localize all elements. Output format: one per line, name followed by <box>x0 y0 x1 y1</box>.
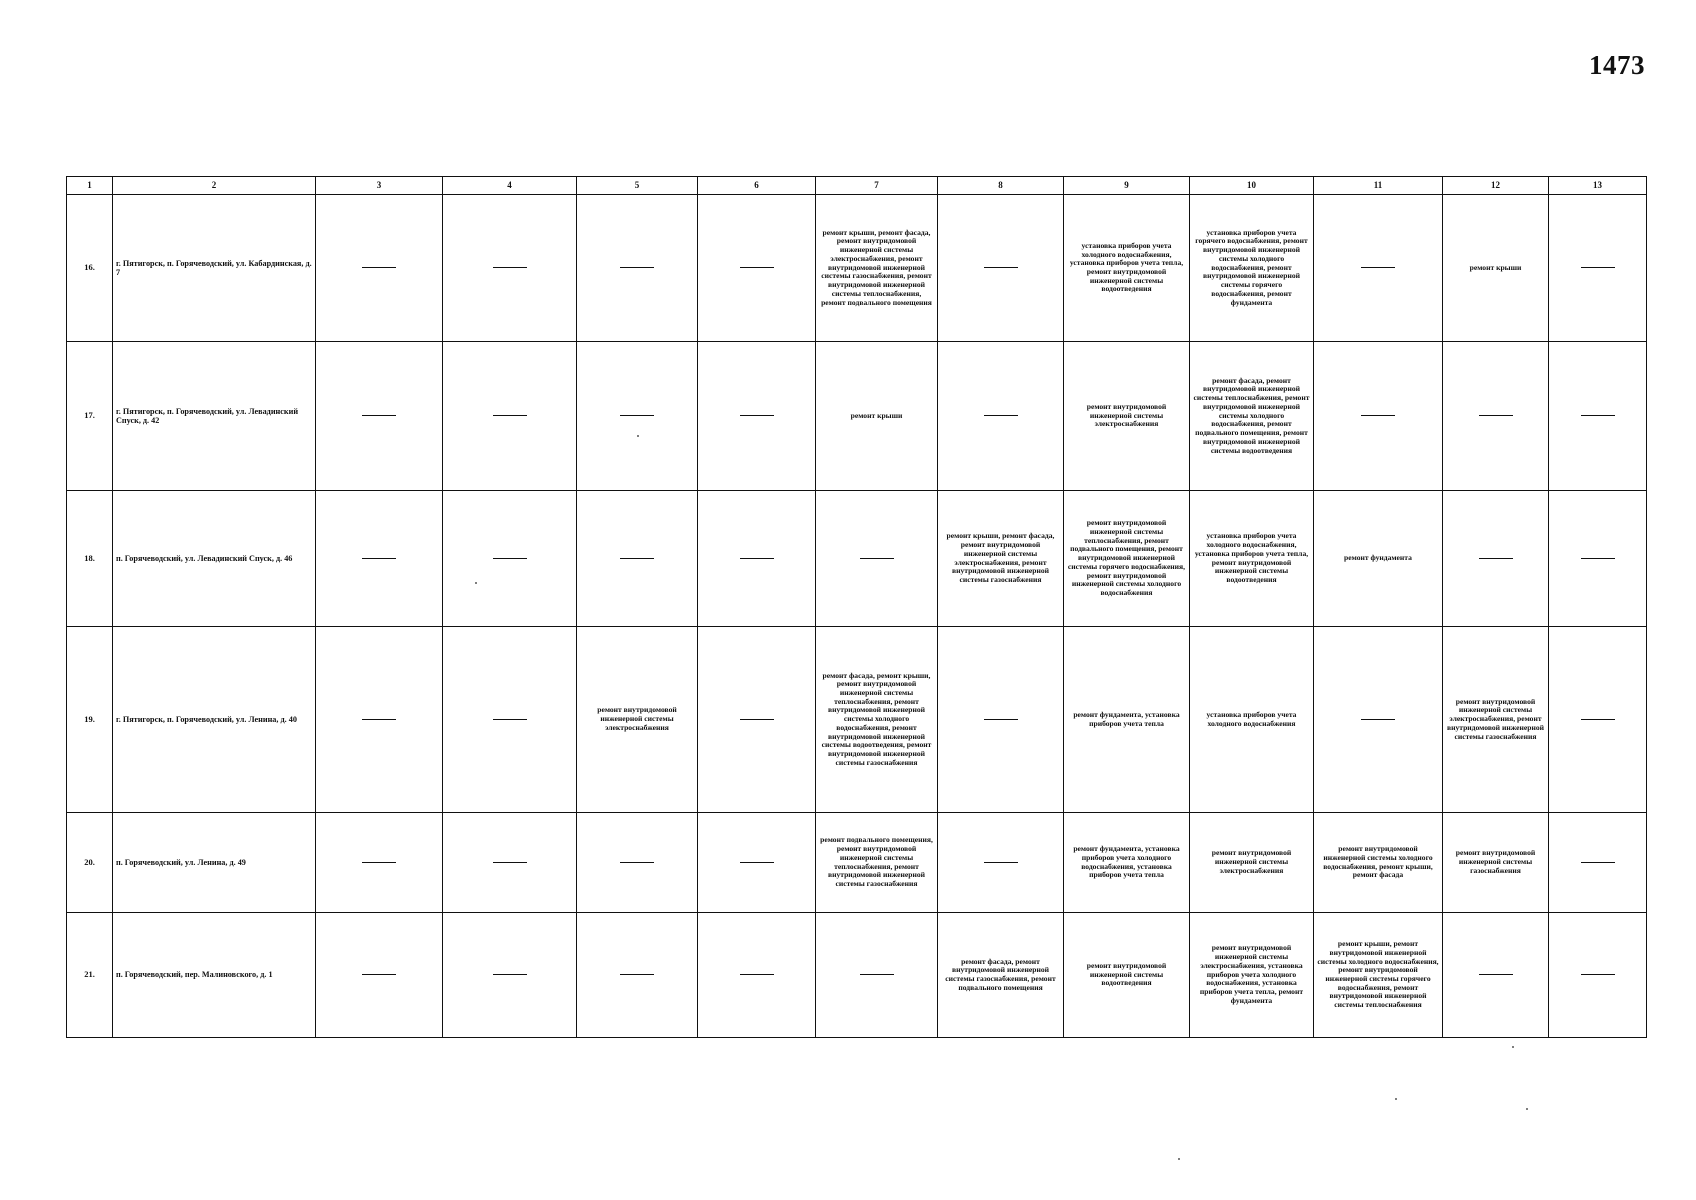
empty-dash <box>1361 719 1395 720</box>
address-cell <box>113 195 316 342</box>
column-header: 7 <box>816 177 938 195</box>
work-cell-c9 <box>1064 813 1190 913</box>
work-cell-c8 <box>938 627 1064 813</box>
empty-dash <box>740 267 774 268</box>
work-cell-c4 <box>443 491 577 627</box>
empty-dash <box>1479 415 1513 416</box>
work-cell-c10 <box>1190 913 1314 1038</box>
work-cell-c12 <box>1443 813 1549 913</box>
column-header: 11 <box>1314 177 1443 195</box>
work-cell-c13 <box>1549 913 1647 1038</box>
work-cell-c7 <box>816 627 938 813</box>
column-header: 6 <box>698 177 816 195</box>
column-header: 4 <box>443 177 577 195</box>
work-cell-c7 <box>816 195 938 342</box>
work-cell-c12 <box>1443 195 1549 342</box>
empty-dash <box>984 415 1018 416</box>
work-cell-c3 <box>316 627 443 813</box>
work-text: ремонт внутридомовой инженерной системы водоотведения <box>1086 960 1167 988</box>
empty-dash <box>740 974 774 975</box>
work-cell-c13 <box>1549 342 1647 491</box>
row-number-cell <box>67 491 113 627</box>
row-number-cell <box>67 342 113 491</box>
row-number: 17. <box>84 410 95 421</box>
work-cell-c12 <box>1443 342 1549 491</box>
work-cell-c11 <box>1314 913 1443 1038</box>
column-header: 2 <box>113 177 316 195</box>
column-header: 5 <box>577 177 698 195</box>
work-cell-c3 <box>316 195 443 342</box>
empty-dash <box>1581 415 1615 416</box>
row-number: 16. <box>84 262 95 273</box>
empty-dash <box>493 719 527 720</box>
empty-dash <box>1361 267 1395 268</box>
work-cell-c9 <box>1064 342 1190 491</box>
empty-dash <box>620 974 654 975</box>
empty-dash <box>1581 862 1615 863</box>
column-header: 8 <box>938 177 1064 195</box>
work-text: ремонт подвального помещения, ремонт внутридомовой инженерной системы теплоснабжения, ремонт внутридомовой инженерной системы газоснабжения <box>820 835 933 888</box>
row-number-cell <box>67 813 113 913</box>
work-cell-c5 <box>577 813 698 913</box>
work-cell-c13 <box>1549 627 1647 813</box>
row-number: 18. <box>84 552 95 563</box>
work-text: ремонт фасада, ремонт внутридомовой инженерной системы теплоснабжения, ремонт внутридомовой инженерной системы холодного водоснабжения, ремонт подвального помещения, ремонт внутридомовой инженерной системы водоотведения <box>1193 375 1310 455</box>
empty-dash <box>620 862 654 863</box>
work-cell-c6 <box>698 342 816 491</box>
work-text: ремонт фундамента <box>1344 553 1412 563</box>
work-cell-c4 <box>443 342 577 491</box>
work-cell-c9 <box>1064 627 1190 813</box>
empty-dash <box>740 719 774 720</box>
work-text: ремонт фундамента, установка приборов учета холодного водоснабжения, установка приборов учета тепла <box>1073 844 1180 880</box>
work-text: ремонт внутридомовой инженерной системы теплоснабжения, ремонт подвального помещения, ремонт внутридомовой инженерной системы горячего водоснабжения, ремонт внутридомовой инженерной системы холодного водоснабжения <box>1067 518 1186 598</box>
work-cell-c11 <box>1314 342 1443 491</box>
work-cell-c12 <box>1443 491 1549 627</box>
table-row <box>67 627 1647 813</box>
work-text: ремонт внутридомовой инженерной системы электроснабжения, установка приборов учета холодного водоснабжения, установка приборов учета тепла, ремонт фундамента <box>1199 943 1304 1005</box>
work-text: ремонт внутридомовой инженерной системы электроснабжения <box>1211 848 1292 875</box>
empty-dash <box>620 415 654 416</box>
empty-dash <box>493 267 527 268</box>
work-cell-c3 <box>316 913 443 1038</box>
address-text: г. Пятигорск, п. Горячеводский, ул. Кабардинская, д. 7 <box>116 258 312 277</box>
empty-dash <box>493 415 527 416</box>
empty-dash <box>362 415 396 416</box>
empty-dash <box>362 862 396 863</box>
row-number: 19. <box>84 713 95 724</box>
address-text: г. Пятигорск, п. Горячеводский, ул. Левадинский Спуск, д. 42 <box>116 406 299 425</box>
work-text: ремонт фасада, ремонт крыши, ремонт внутридомовой инженерной системы теплоснабжения, ремонт внутридомовой инженерной системы холодного водоснабжения, ремонт внутридомовой инженерной системы водоотведения, ремонт внутридомовой инженерной системы газоснабжения <box>821 670 932 767</box>
work-text: ремонт внутридомовой инженерной системы электроснабжения <box>597 705 677 732</box>
address-text: г. Пятигорск, п. Горячеводский, ул. Ленина, д. 40 <box>116 714 297 724</box>
row-number: 20. <box>84 856 95 867</box>
column-number-row <box>67 177 1647 195</box>
work-cell-c11 <box>1314 627 1443 813</box>
page-number: 1473 <box>1589 50 1645 80</box>
address-cell <box>113 491 316 627</box>
empty-dash <box>362 719 396 720</box>
empty-dash <box>362 558 396 559</box>
empty-dash <box>984 862 1018 863</box>
work-cell-c9 <box>1064 195 1190 342</box>
empty-dash <box>860 974 894 975</box>
work-text: ремонт крыши <box>1469 262 1522 272</box>
work-cell-c4 <box>443 913 577 1038</box>
address-cell <box>113 813 316 913</box>
work-text: установка приборов учета холодного водоснабжения, установка приборов учета тепла, ремонт внутридомовой инженерной системы водоотведения <box>1194 531 1309 584</box>
work-text: установка приборов учета холодного водоснабжения, установка приборов учета тепла, ремонт внутридомовой инженерной системы водоотведения <box>1069 240 1184 294</box>
column-header: 3 <box>316 177 443 195</box>
work-cell-c3 <box>316 491 443 627</box>
work-cell-c13 <box>1549 491 1647 627</box>
work-cell-c6 <box>698 813 816 913</box>
empty-dash <box>1581 267 1615 268</box>
empty-dash <box>620 267 654 268</box>
empty-dash <box>860 558 894 559</box>
work-cell-c8 <box>938 913 1064 1038</box>
work-cell-c5 <box>577 195 698 342</box>
work-text: ремонт внутридомовой инженерной системы электроснабжения, ремонт внутридомовой инженерной системы газоснабжения <box>1446 696 1545 741</box>
empty-dash <box>362 267 396 268</box>
work-cell-c6 <box>698 195 816 342</box>
row-number: 21. <box>84 969 95 980</box>
table-row <box>67 342 1647 491</box>
empty-dash <box>740 862 774 863</box>
work-cell-c9 <box>1064 913 1190 1038</box>
address-cell <box>113 913 316 1038</box>
column-header: 12 <box>1443 177 1549 195</box>
table-body <box>67 195 1647 1038</box>
work-text: ремонт крыши, ремонт внутридомовой инженерной системы холодного водоснабжения, ремонт внутридомовой инженерной системы горячего водоснабжения, ремонт внутридомовой инженерной системы теплоснабжения <box>1317 939 1439 1010</box>
empty-dash <box>984 267 1018 268</box>
work-cell-c12 <box>1443 913 1549 1038</box>
address-cell <box>113 627 316 813</box>
work-cell-c4 <box>443 195 577 342</box>
address-text: п. Горячеводский, ул. Ленина, д. 49 <box>116 857 246 867</box>
address-text: п. Горячеводский, ул. Левадинский Спуск, д. 46 <box>116 553 293 563</box>
empty-dash <box>984 719 1018 720</box>
work-cell-c10 <box>1190 491 1314 627</box>
work-cell-c3 <box>316 813 443 913</box>
work-cell-c6 <box>698 491 816 627</box>
work-cell-c13 <box>1549 195 1647 342</box>
work-cell-c11 <box>1314 813 1443 913</box>
empty-dash <box>1479 558 1513 559</box>
work-cell-c5 <box>577 913 698 1038</box>
empty-dash <box>740 415 774 416</box>
work-cell-c5 <box>577 491 698 627</box>
empty-dash <box>1581 974 1615 975</box>
table-row <box>67 195 1647 342</box>
work-cell-c8 <box>938 342 1064 491</box>
empty-dash <box>620 558 654 559</box>
row-number-cell <box>67 195 113 342</box>
work-text: установка приборов учета холодного водоснабжения <box>1206 709 1297 728</box>
work-text: ремонт крыши, ремонт фасада, ремонт внутридомовой инженерной системы электроснабжения, ремонт внутридомовой инженерной системы газоснабжения <box>946 531 1055 584</box>
work-text: ремонт фундамента, установка приборов учета тепла <box>1073 709 1180 728</box>
empty-dash <box>493 558 527 559</box>
work-cell-c11 <box>1314 195 1443 342</box>
work-cell-c7 <box>816 813 938 913</box>
address-text: п. Горячеводский, пер. Малиновского, д. 1 <box>116 970 273 980</box>
work-cell-c8 <box>938 813 1064 913</box>
work-cell-c10 <box>1190 342 1314 491</box>
row-number-cell <box>67 627 113 813</box>
table-row <box>67 913 1647 1038</box>
work-cell-c4 <box>443 813 577 913</box>
empty-dash <box>493 974 527 975</box>
repair-schedule-table <box>66 176 1647 1038</box>
work-cell-c10 <box>1190 813 1314 913</box>
work-cell-c8 <box>938 491 1064 627</box>
work-cell-c9 <box>1064 491 1190 627</box>
empty-dash <box>740 558 774 559</box>
empty-dash <box>1581 558 1615 559</box>
work-text: ремонт внутридомовой инженерной системы газоснабжения <box>1455 848 1536 875</box>
column-header: 10 <box>1190 177 1314 195</box>
empty-dash <box>1361 415 1395 416</box>
work-cell-c10 <box>1190 195 1314 342</box>
column-header: 13 <box>1549 177 1647 195</box>
work-cell-c6 <box>698 913 816 1038</box>
column-header: 9 <box>1064 177 1190 195</box>
row-number-cell <box>67 913 113 1038</box>
work-cell-c8 <box>938 195 1064 342</box>
work-cell-c7 <box>816 342 938 491</box>
work-text: ремонт внутридомовой инженерной системы электроснабжения <box>1086 401 1167 429</box>
table-row <box>67 813 1647 913</box>
empty-dash <box>493 862 527 863</box>
work-cell-c13 <box>1549 813 1647 913</box>
work-cell-c11 <box>1314 491 1443 627</box>
work-text: ремонт крыши, ремонт фасада, ремонт внутридомовой инженерной системы электроснабжения, ремонт внутридомовой инженерной системы газоснабжения, ремонт внутридомовой инженерной системы теплоснабжения, ремонт подвального помещения <box>821 227 932 307</box>
work-cell-c4 <box>443 627 577 813</box>
work-text: ремонт внутридомовой инженерной системы холодного водоснабжения, ремонт крыши, ремонт фасада <box>1323 844 1433 880</box>
column-header: 1 <box>67 177 113 195</box>
empty-dash <box>1479 974 1513 975</box>
empty-dash <box>1581 719 1615 720</box>
work-cell-c5 <box>577 342 698 491</box>
work-cell-c12 <box>1443 627 1549 813</box>
work-cell-c6 <box>698 627 816 813</box>
work-cell-c3 <box>316 342 443 491</box>
work-cell-c7 <box>816 913 938 1038</box>
work-text: установка приборов учета горячего водоснабжения, ремонт внутридомовой инженерной системы холодного водоснабжения, ремонт внутридомовой инженерной системы горячего водоснабжения, ремонт фундамента <box>1195 227 1308 307</box>
work-cell-c10 <box>1190 627 1314 813</box>
work-text: ремонт фасада, ремонт внутридомовой инженерной системы газоснабжения, ремонт подвального помещения <box>945 956 1056 992</box>
work-cell-c5 <box>577 627 698 813</box>
empty-dash <box>362 974 396 975</box>
address-cell <box>113 342 316 491</box>
table-row <box>67 491 1647 627</box>
work-cell-c7 <box>816 491 938 627</box>
work-text: ремонт крыши <box>850 410 903 420</box>
